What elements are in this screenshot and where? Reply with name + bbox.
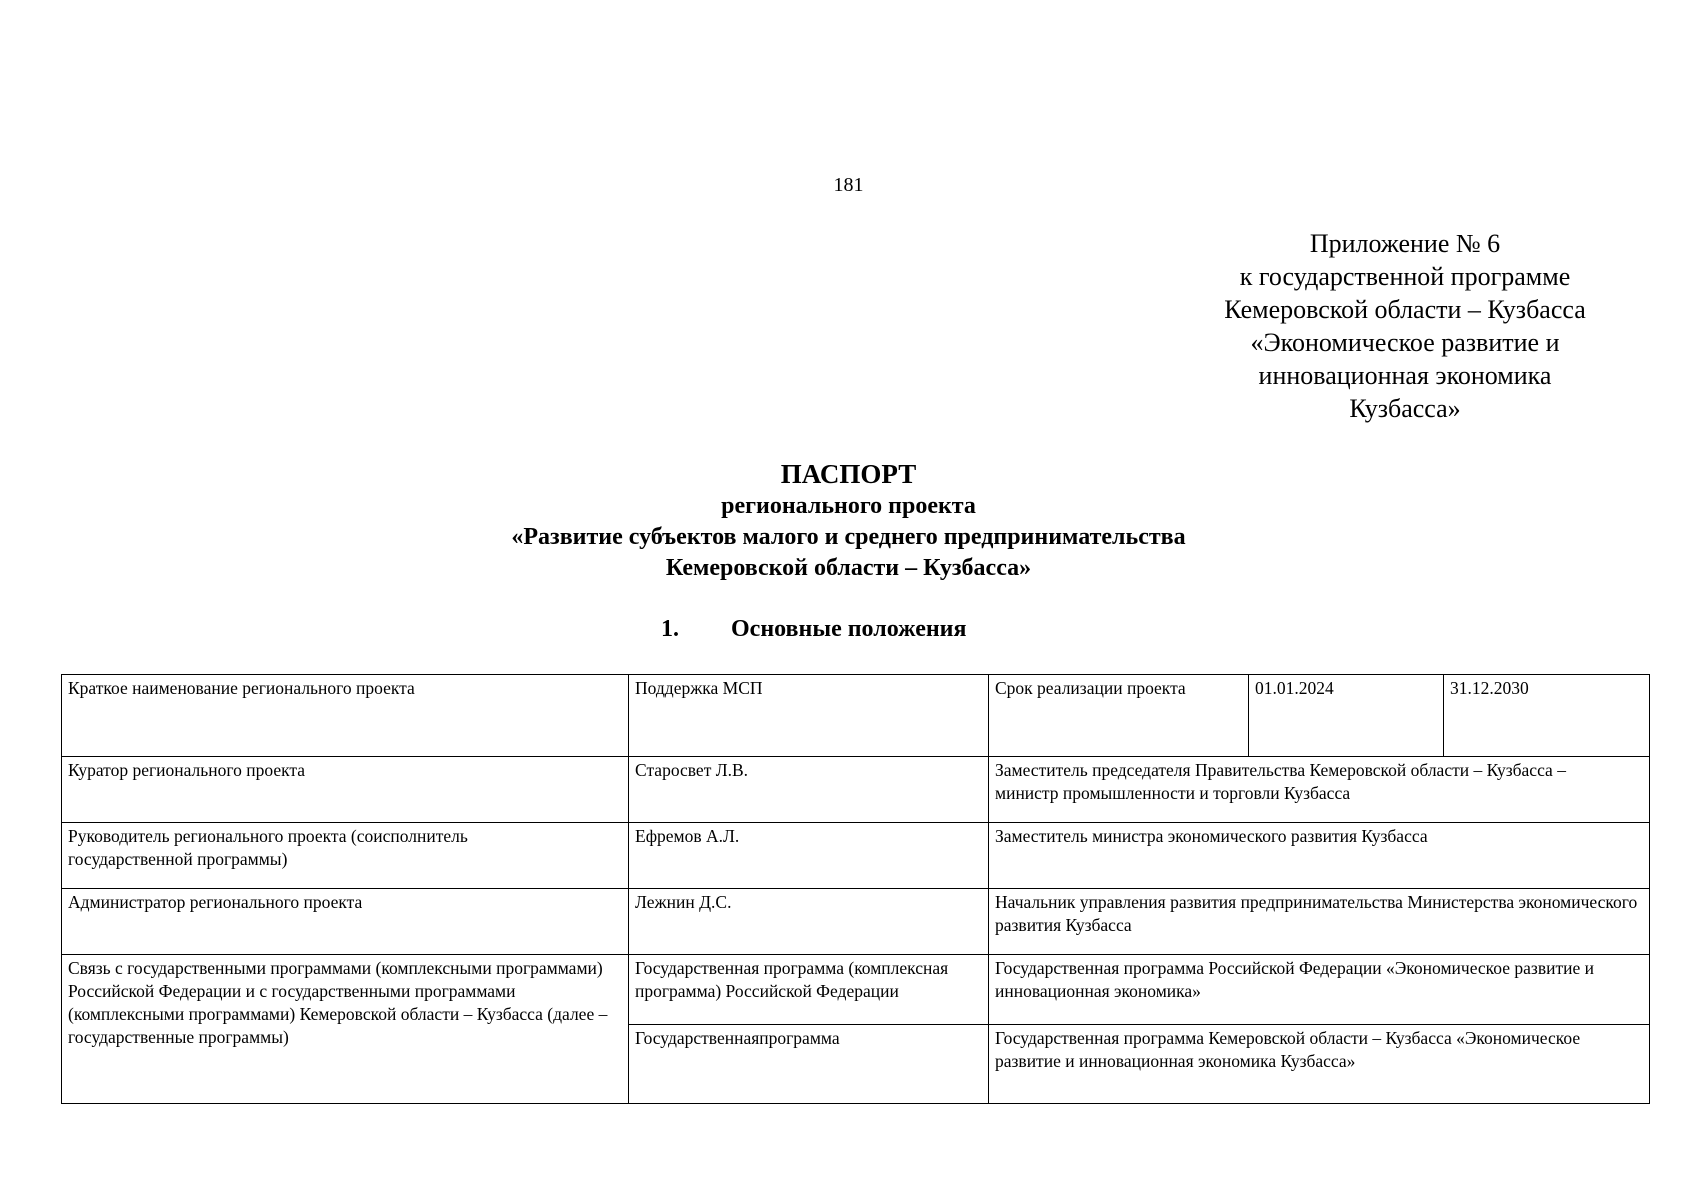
program-region-name: Государственная программа Кемеровской области – Кузбасса «Экономическое развитие и инновационная экономика Кузбасса»	[989, 1025, 1650, 1104]
curator-label: Куратор регионального проекта	[62, 757, 629, 823]
project-name-line-1: «Развитие субъектов малого и среднего предпринимательства	[511, 524, 1186, 550]
program-link-label: Связь с государственными программами (комплексными программами) Российской Федерации и с государственными программами (комплексными программами) Кемеровской области – Кузбасса (далее – государственные программы)	[62, 955, 629, 1104]
table-row	[62, 889, 1650, 955]
table-row	[62, 757, 1650, 823]
head-name: Ефремов А.Л.	[629, 823, 989, 889]
head-label: Руководитель регионального проекта (соисполнитель государственной программы)	[62, 823, 629, 889]
program-rf-name: Государственная программа Российской Федерации «Экономическое развитие и инновационная экономика»	[989, 955, 1650, 1025]
table-row	[62, 675, 1650, 757]
appendix-line: Приложение № 6	[1309, 229, 1501, 258]
project-name-line-2: Кемеровской области – Кузбасса»	[665, 555, 1032, 581]
table-row	[62, 955, 1650, 1025]
section-number: 1.	[661, 616, 679, 642]
page-number: 181	[833, 174, 864, 196]
short-name-value: Поддержка МСП	[629, 675, 989, 757]
term-end: 31.12.2030	[1444, 675, 1650, 757]
admin-name: Лежнин Д.С.	[629, 889, 989, 955]
admin-position: Начальник управления развития предпринимательства Министерства экономического развития Кузбасса	[989, 889, 1650, 955]
program-region-type: Государственнаяпрограмма	[629, 1025, 989, 1104]
appendix-line: Кузбасса»	[1349, 394, 1461, 423]
table-row	[62, 823, 1650, 889]
curator-name: Старосвет Л.В.	[629, 757, 989, 823]
appendix-line: инновационная экономика	[1258, 361, 1552, 390]
appendix-block	[1195, 227, 1615, 425]
head-position: Заместитель министра экономического развития Кузбасса	[989, 823, 1650, 889]
admin-label: Администратор регионального проекта	[62, 889, 629, 955]
passport-table	[61, 674, 1650, 1104]
term-label: Срок реализации проекта	[989, 675, 1249, 757]
document-title: ПАСПОРТ	[780, 459, 917, 489]
short-name-label: Краткое наименование регионального проекта	[62, 675, 629, 757]
curator-position: Заместитель председателя Правительства Кемеровской области – Кузбасса – министр промышленности и торговли Кузбасса	[989, 757, 1650, 823]
term-start: 01.01.2024	[1249, 675, 1444, 757]
appendix-line: «Экономическое развитие и	[1250, 328, 1560, 357]
appendix-line: к государственной программе	[1239, 262, 1571, 291]
document-subtitle: регионального проекта	[721, 493, 976, 519]
program-rf-type: Государственная программа (комплексная программа) Российской Федерации	[629, 955, 989, 1025]
section-title: Основные положения	[731, 616, 967, 642]
appendix-line: Кемеровской области – Кузбасса	[1224, 295, 1586, 324]
document-heading	[0, 457, 1697, 584]
